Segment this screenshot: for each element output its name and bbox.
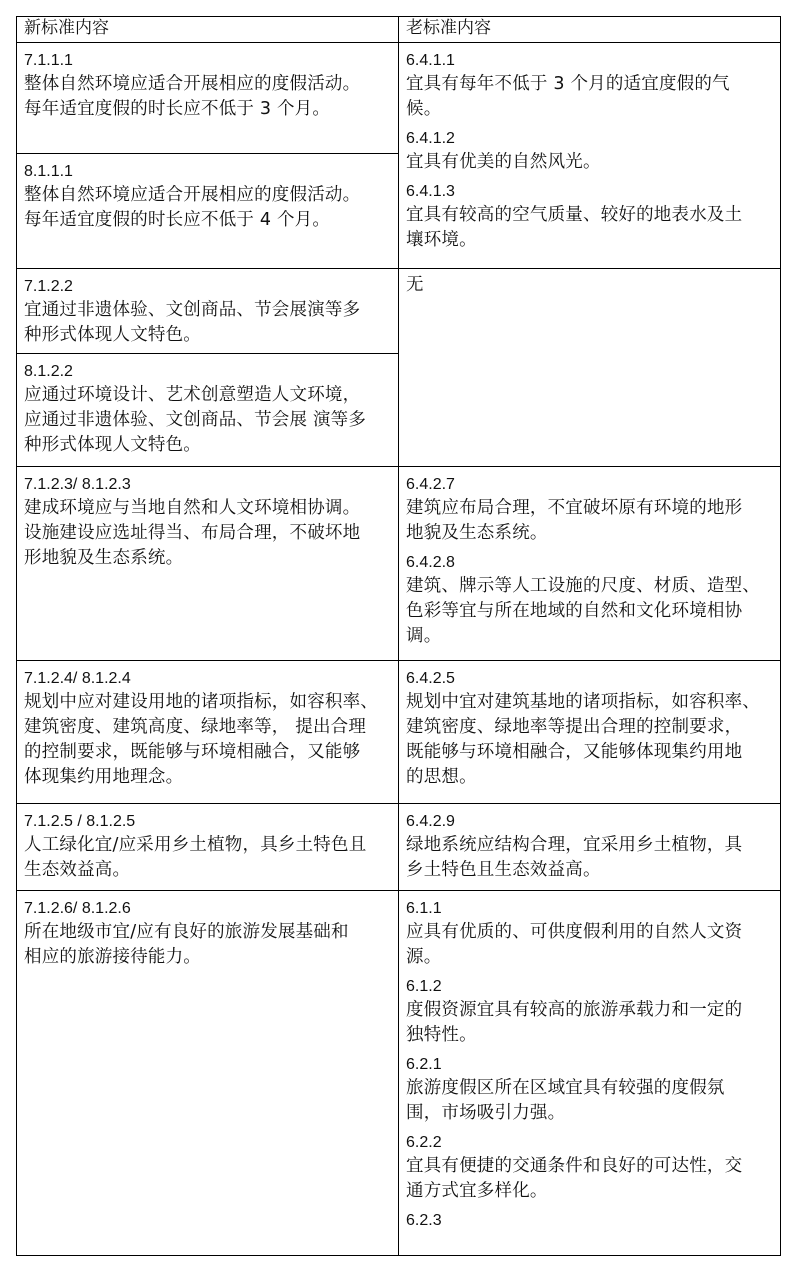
clause-number: 8.1.2.2 [24,363,73,380]
clause-text: 宜具有便捷的交通条件和良好的可达性，交 通方式宜多样化。 [406,1156,743,1201]
table-border [16,890,781,891]
clause-text: 宜通过非遗体验、文创商品、节会展演等多 种形式体现人文特色。 [24,300,361,345]
clause-number: 6.4.2.9 [406,813,455,830]
table-cell [24,158,394,233]
clause-text: 旅游度假区所在区域宜具有较强的度假氛 围，市场吸引力强。 [406,1078,725,1123]
clause-number: 6.2.3 [406,1212,442,1229]
table-cell [406,471,776,649]
clause-text: 建筑、牌示等人工设施的尺度、材质、造型、 色彩等宜与所在地域的自然和文化环境相协 调。 [406,576,760,646]
clause-number: 6.2.2 [406,1134,442,1151]
clause-number: 6.4.1.3 [406,183,455,200]
clause-text: 规划中宜对建筑基地的诸项指标，如容积率、 建筑密度、绿地率等提出合理的控制要求， 既能够与环境相融合，又能够体现集约用地 的思想。 [406,692,760,787]
clause-text: 建成环境应与当地自然和人文环境相协调。 设施建设应选址得当、布局合理，不破坏地 形地貌及生态系统。 [24,498,361,568]
table-cell [24,47,394,122]
table-border [16,1255,781,1256]
clause-text: 人工绿化宜/应采用乡土植物，具乡土特色且 生态效益高。 [24,835,367,880]
table-border [16,153,399,154]
table-cell [406,895,776,1232]
header-new-label: 新标准内容 [24,18,109,38]
table-border [16,268,781,269]
table-border [16,42,781,43]
clause-number: 6.4.1.1 [406,52,455,69]
clause-text: 无 [406,275,424,295]
clause-number: 6.2.1 [406,1056,442,1073]
clause-number: 6.4.2.7 [406,476,455,493]
header-old-standard [406,17,776,40]
table-cell [24,273,394,348]
clause-text: 宜具有每年不低于 3 个月的适宜度假的气 候。 [406,74,730,119]
table-cell [24,665,394,790]
table-border [780,16,781,1256]
clause-text: 整体自然环境应适合开展相应的度假活动。 每年适宜度假的时长应不低于 3 个月。 [24,74,361,119]
clause-number: 7.1.2.6/ 8.1.2.6 [24,900,131,917]
table-border [16,660,781,661]
clause-number: 6.1.2 [406,978,442,995]
clause-number: 7.1.2.5 / 8.1.2.5 [24,813,136,830]
clause-text: 规划中应对建设用地的诸项指标，如容积率、 建筑密度、建筑高度、绿地率等， 提出合理 的控制要求，既能够与环境相融合，又能够 体现集约用地理念。 [24,692,378,787]
clause-number: 8.1.1.1 [24,163,73,180]
clause-number: 7.1.1.1 [24,52,73,69]
clause-text: 绿地系统应结构合理，宜采用乡土植物，具 乡土特色且生态效益高。 [406,835,743,880]
clause-text: 度假资源宜具有较高的旅游承载力和一定的 独特性。 [406,1000,743,1045]
table-cell [24,471,394,571]
header-new-standard [24,17,394,40]
table-cell [406,808,776,883]
clause-text: 应通过环境设计、艺术创意塑造人文环境， 应通过非遗体验、文创商品、节会展 演等多 种形式体现人文特色。 [24,385,367,455]
table-border [16,16,17,1256]
clause-number: 6.4.2.5 [406,670,455,687]
clause-text: 所在地级市宜/应有良好的旅游发展基础和 相应的旅游接待能力。 [24,922,349,967]
table-cell [24,358,394,458]
table-cell [406,273,776,298]
clause-number: 7.1.2.4/ 8.1.2.4 [24,670,131,687]
clause-text: 宜具有较高的空气质量、较好的地表水及土 壤环境。 [406,205,743,250]
clause-text: 宜具有优美的自然风光。 [406,152,601,172]
table-cell [24,895,394,970]
clause-number: 7.1.2.3/ 8.1.2.3 [24,476,131,493]
clause-number: 6.4.2.8 [406,554,455,571]
clause-text: 应具有优质的、可供度假利用的自然人文资 源。 [406,922,743,967]
table-cell [406,665,776,790]
clause-number: 6.1.1 [406,900,442,917]
table-cell [406,47,776,253]
header-old-label: 老标准内容 [406,18,491,38]
clause-text: 整体自然环境应适合开展相应的度假活动。 每年适宜度假的时长应不低于 4 个月。 [24,185,361,230]
clause-text: 建筑应布局合理，不宜破坏原有环境的地形 地貌及生态系统。 [406,498,743,543]
table-border [16,803,781,804]
table-cell [24,808,394,883]
table-border [16,466,781,467]
clause-number: 6.4.1.2 [406,130,455,147]
table-border [398,16,399,1256]
clause-number: 7.1.2.2 [24,278,73,295]
table-border [16,353,399,354]
